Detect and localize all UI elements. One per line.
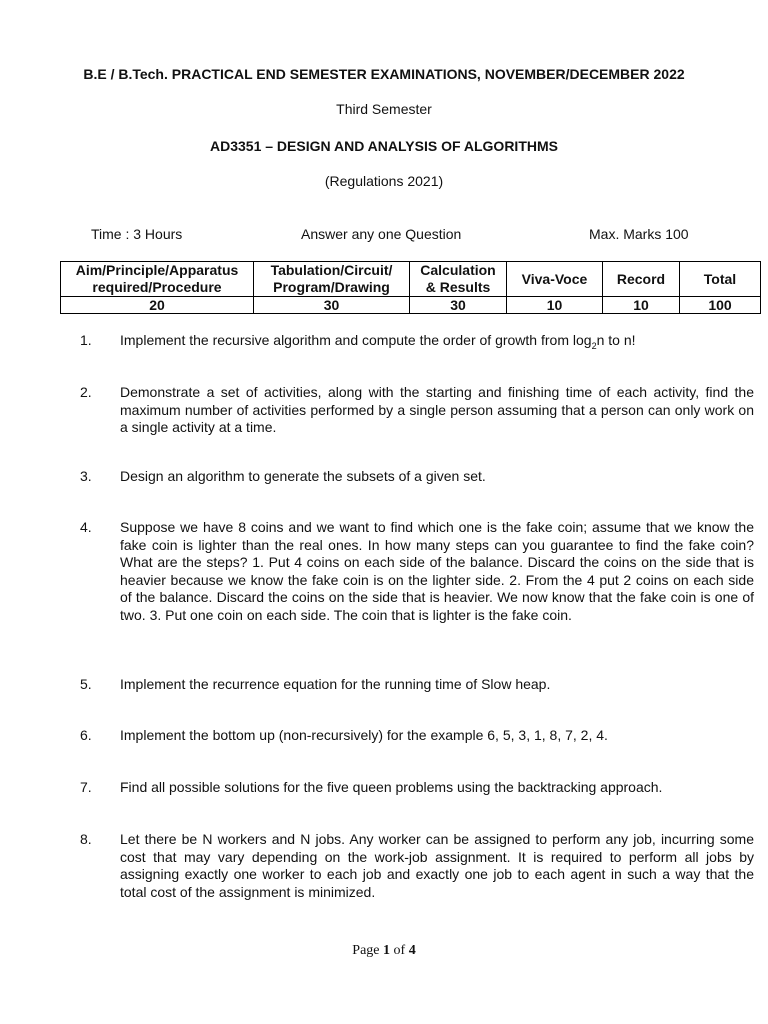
question-text: Implement the recurrence equation for the running time of Slow heap. xyxy=(120,676,551,692)
question-number: 1. xyxy=(80,332,92,348)
question-text: Let there be N workers and N jobs. Any worker can be assigned to perform any job, incurring some cost that may vary depending on the work-job assignment. It is required to perform all jobs by assigning exactly one worker to each job and exactly one job to each agent in such a way that the total cost of the assignment is minimized. xyxy=(120,831,754,900)
value-cell-aim: 20 xyxy=(61,297,254,314)
page-current: 1 xyxy=(383,943,391,958)
question-number: 3. xyxy=(80,468,92,484)
header-calculation-line1: Calculation xyxy=(420,262,496,278)
question-number: 7. xyxy=(80,779,92,795)
page-of-label: of xyxy=(390,943,409,958)
regulations-label: (Regulations 2021) xyxy=(324,173,444,189)
value-cell-tabulation: 30 xyxy=(254,297,410,314)
question-text-part: n to n! xyxy=(596,332,636,348)
value-cell-total: 100 xyxy=(680,297,761,314)
page-footer xyxy=(0,943,768,959)
header-cell-total: Total xyxy=(680,262,761,297)
question-text: Implement the bottom up (non-recursively) for the example 6, 5, 3, 1, 8, 7, 2, 4. xyxy=(120,727,608,743)
header-tabulation-line2: Program/Drawing xyxy=(273,279,390,295)
question-text: Design an algorithm to generate the subsets of a given set. xyxy=(120,468,486,484)
marks-table xyxy=(60,261,761,314)
header-aim-line2: required/Procedure xyxy=(92,279,222,295)
course-title: AD3351 – DESIGN AND ANALYSIS OF ALGORITHMS xyxy=(210,138,558,154)
exam-title: B.E / B.Tech. PRACTICAL END SEMESTER EXAMINATIONS, NOVEMBER/DECEMBER 2022 xyxy=(83,66,685,82)
instruction-label: Answer any one Question xyxy=(301,226,462,242)
value-cell-calculation: 30 xyxy=(410,297,507,314)
header-aim-line1: Aim/Principle/Apparatus xyxy=(75,262,239,278)
question-text xyxy=(120,332,754,355)
page-total: 4 xyxy=(408,943,416,958)
semester-label: Third Semester xyxy=(336,101,432,117)
question-text: Suppose we have 8 coins and we want to find which one is the fake coin; assume that we know the fake coin is lighter than the real ones. In how many steps can you guarantee to find the fake coin? What are the steps? 1. Put 4 coins on each side of the balance. Discard the coins on the side that is heavier because we know the fake coin is on the lighter side. 2. From the 4 put 2 coins on each side of the balance. Discard the coins on the side that is heavier. We now know that the fake coin is one of two. 3. Put one coin on each side. The coin that is lighter is the fake coin. xyxy=(120,519,754,623)
marks-header-row xyxy=(61,262,761,297)
header-cell-aim xyxy=(61,262,254,297)
header-cell-viva: Viva-Voce xyxy=(507,262,603,297)
header-tabulation-line1: Tabulation/Circuit/ xyxy=(270,262,393,278)
question-text: Find all possible solutions for the five queen problems using the backtracking approach. xyxy=(120,779,663,795)
header-cell-record: Record xyxy=(603,262,680,297)
question-text: Demonstrate a set of activities, along with the starting and finishing time of each activity, find the maximum number of activities performed by a single person assuming that a person can only work on a single activity at a time. xyxy=(120,384,754,435)
marks-values-row xyxy=(61,297,761,314)
question-text-part: Implement the recursive algorithm and compute the order of growth from log xyxy=(120,332,592,348)
header-cell-calculation xyxy=(410,262,507,297)
page-label: Page xyxy=(352,943,384,958)
header-calculation-line2: & Results xyxy=(425,279,491,295)
question-number: 8. xyxy=(80,831,92,847)
header-cell-tabulation xyxy=(254,262,410,297)
max-marks-label: Max. Marks 100 xyxy=(589,226,689,242)
log-subscript: 2 xyxy=(591,340,597,351)
value-cell-viva: 10 xyxy=(507,297,603,314)
question-number: 4. xyxy=(80,519,92,535)
question-number: 2. xyxy=(80,384,92,400)
question-number: 6. xyxy=(80,727,92,743)
question-number: 5. xyxy=(80,676,92,692)
time-label: Time : 3 Hours xyxy=(91,226,183,242)
value-cell-record: 10 xyxy=(603,297,680,314)
